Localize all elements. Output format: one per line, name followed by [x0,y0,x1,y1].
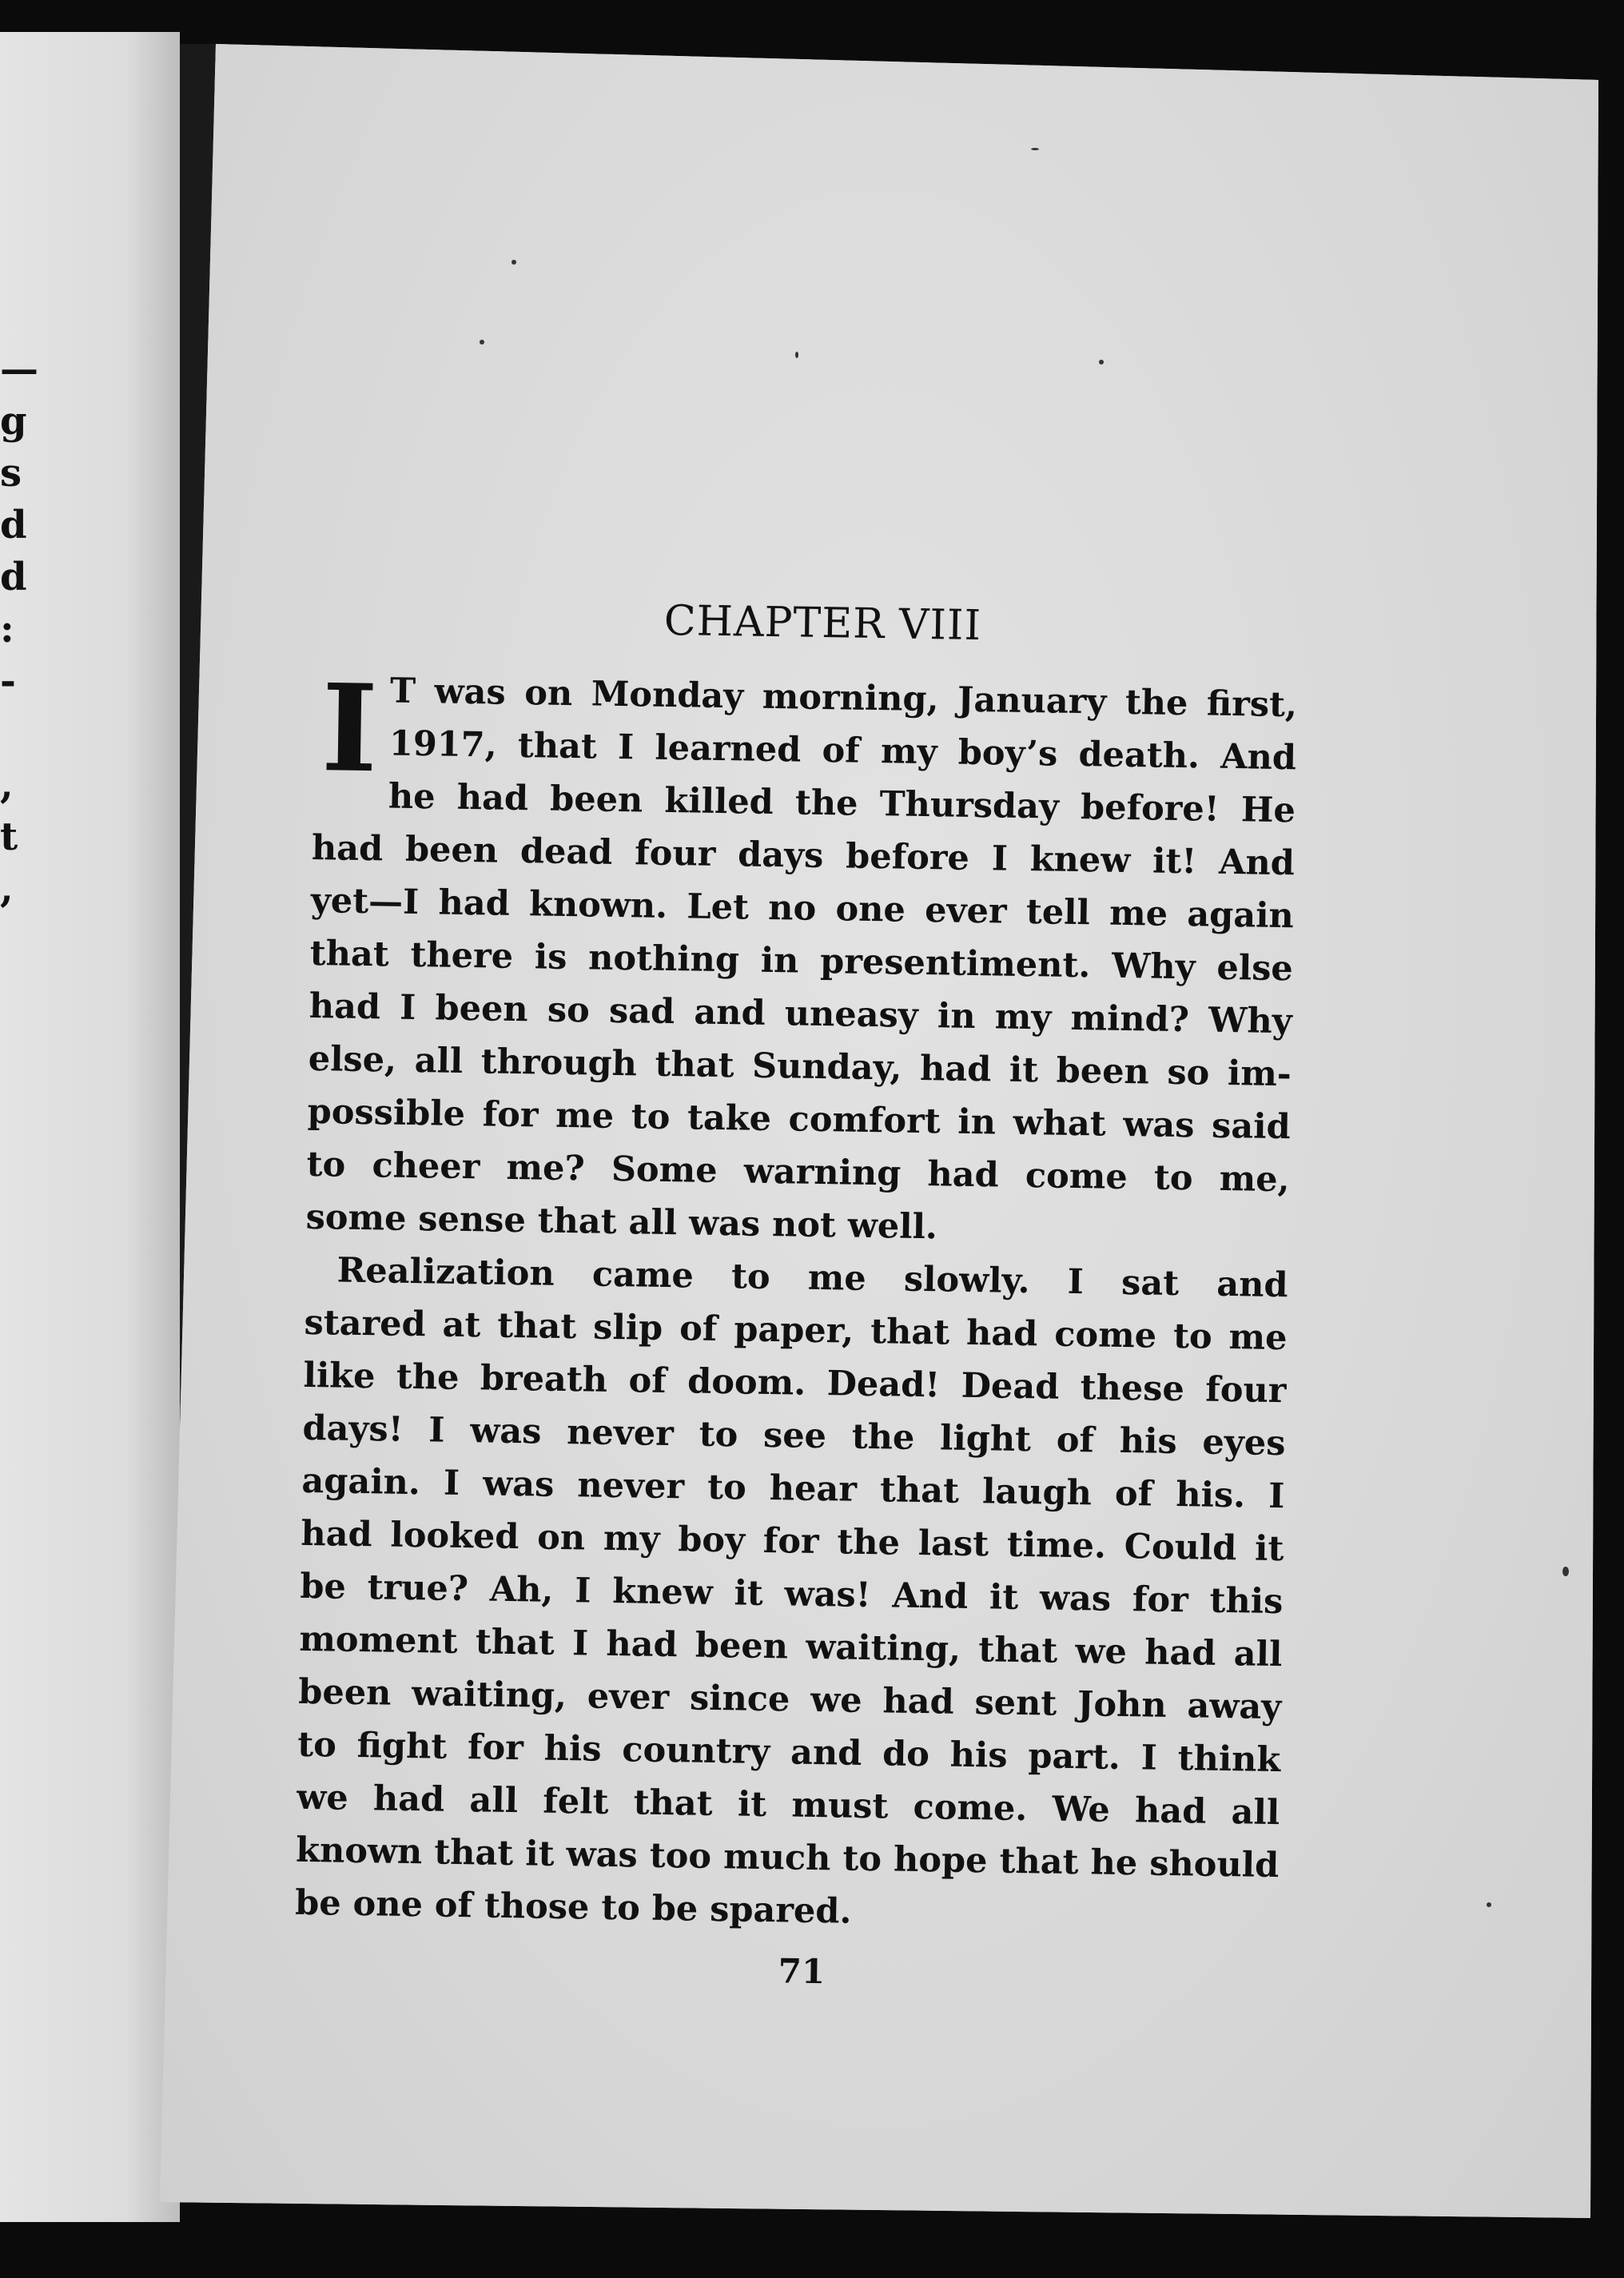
text-line: days! I was never to see the light of his eyes [302,1408,1286,1464]
page-content [294,591,1299,1998]
left-frag-line: d [0,503,27,548]
text-line: possible for me to take comfort in what was said [307,1091,1292,1148]
print-speck [1487,1902,1491,1907]
left-frag-line: s [0,451,22,496]
text-line: to cheer me? Some warning had come to me, [306,1144,1290,1201]
left-frag-line: t [0,814,18,859]
left-frag-line: , [0,763,14,807]
left-frag-line: : [0,607,14,651]
text-line: be true? Ah, I knew it was! And it was for this [300,1566,1284,1623]
print-speck [480,340,484,344]
left-frag-line: g [0,399,27,444]
text-line: had I been so sad and uneasy in my mind? Why [308,986,1293,1042]
print-speck [1562,1567,1569,1576]
print-speck [511,260,516,265]
text-line: Realization came to me slowly. I sat and [336,1250,1288,1306]
text-line: to fight for his country and do his part. I think [297,1724,1281,1781]
text-line: been waiting, ever since we had sent John away [297,1671,1282,1728]
text-line: he had been killed the Thursday before! He [388,776,1296,831]
left-frag-line: , [0,866,14,911]
print-speck [1031,148,1039,150]
paragraph-2 [295,1244,1288,1945]
print-speck [795,352,798,358]
page-number: 71 [778,1951,826,1992]
left-page-fragment [0,32,180,2222]
left-frag-line [0,707,48,759]
left-frag-line: - [0,659,16,703]
text-line: had been dead four days before I knew it! And [311,827,1296,884]
drop-cap: I [320,658,379,800]
text-line: we had all felt that it must come. We had all [296,1777,1280,1834]
text-line: T was on Monday morning, January the first, [389,671,1298,726]
paragraph-1 [305,658,1298,1259]
text-line: had looked on my boy for the last time. Could it [301,1513,1284,1570]
chapter-heading: CHAPTER VIII [663,596,982,651]
text-line: that there is nothing in presentiment. Why else [309,933,1294,990]
text-line: yet—I had known. Let no one ever tell me again [310,880,1295,937]
text-line: stared at that slip of paper, that had come to me [304,1302,1288,1359]
left-page-text-fragments [0,344,48,915]
left-frag-line: d [0,555,27,599]
left-frag-line: — [0,347,38,392]
text-line: moment that I had been waiting, that we had all [299,1619,1283,1675]
text-line: else, all through that Sunday, had it been so im- [308,1038,1292,1095]
text-line: some sense that all was not well. [305,1197,938,1248]
text-line: again. I was never to hear that laugh of his. I [301,1460,1285,1517]
print-speck [1099,360,1104,364]
text-line: 1917, that I learned of my boy’s death. And [388,723,1297,779]
text-line: be one of those to be spared. [294,1882,852,1932]
text-line: known that it was too much to hope that he should [295,1830,1280,1886]
text-line: like the breath of doom. Dead! Dead these four [303,1355,1287,1412]
